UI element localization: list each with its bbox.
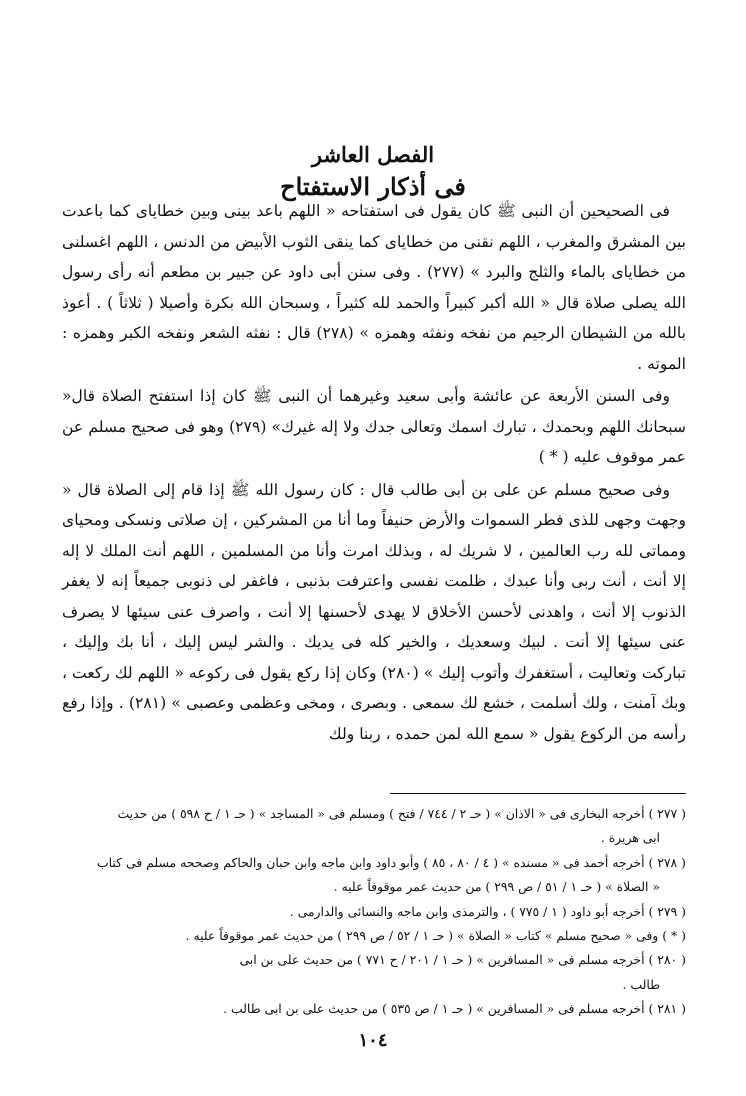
- paragraph-1: فى الصحيحين أن النبى ﷺ كان يقول فى استفتاحه « اللهم باعد بينى وبين خطاياى كما باعدت بين المشرق والمغرب ، اللهم نقنى من خطاياى كما ينقى الثوب الأبيض من الدنس ، اللهم اغسلنى من خطاياى بالماء والثلج والبرد » (٢٧٧) . وفى سنن أبى داود عن جبير بن مطعم أنه رأى رسول الله يصلى صلاة قال « الله أكبر كبيراً والحمد لله كثيراً ، وسبحان الله بكرة وأصيلا ( ثلاثاً ) . أعوذ بالله من الشيطان الرجيم من نفخه ونفثه وهمزه » (٢٧٨) قال : نفثه الشعر ونفخه الكبر وهمزه : الموته .: [62, 202, 686, 373]
- chapter-heading: [0, 140, 746, 204]
- footnote-continuation: ابى هريرة .: [600, 830, 660, 846]
- footnote: ( ٢٧٩ ) أخرجه أبو داود ( ١ / ٧٧٥ ) ، والترمذى وابن ماجه والنسائى والدارمى .: [289, 903, 686, 919]
- paragraph-3: وفى صحيح مسلم عن على بن أبى طالب قال : كان رسول الله ﷺ إذا قام إلى الصلاة قال « وجهت وجهى للذى فطر السموات والأرض حنيفاً وما أنا من المشركين ، إن صلاتى ونسكى ومحياى ومماتى لله رب العالمين ، لا شريك له ، وبذلك امرت وأنا من المسلمين ، اللهم أنت الملك لا إله إلا أنت ، أنت ربى وأنا عبدك ، ظلمت نفسى واعترفت بذنبى ، فاغفر لى ذنوبى جميعاً إنه لا يغفر الذنوب إلا أنت ، واهدنى لأحسن الأخلاق لا يهدى لأحسنها إلا أنت ، واصرف عنى سيئها لا يصرف عنى سيئها إلا أنت . لبيك وسعديك ، والخير كله فى يديك . والشر ليس إليك ، أنا بك وإليك ، تباركت وتعاليت ، أستغفرك وأتوب إليك » (٢٨٠) وكان إذا ركع يقول فى ركوعه « اللهم لك ركعت ، وبك آمنت ، ولك أسلمت ، خشع لك سمعى . وبصرى ، ومخى وعظمى وعصبى » (٢٨١) . وإذا رفع رأسه من الركوع يقول « سمع الله لمن حمده ، ربنا ولك: [62, 480, 686, 743]
- body-text: [62, 196, 686, 749]
- footnote: ( ٢٧٨ ) أخرجه أحمد فى « مسنده » ( ٤ / ٨٠ ، ٨٥ ) وأبو داود وابن ماجه وابن حبان والحاكم وصححه مسلم فى كتاب « الصلاة » ( حـ ١ / ٥١ / ص ٢٩٩ ) من حديث عمر موقوفاً عليه .: [62, 851, 686, 900]
- footnote-continuation: طالب .: [622, 976, 660, 992]
- footnote: ( ٢٧٧ ) أخرجه البخارى فى « الاذان » ( حـ ٢ / ٧٤٤ / فتح ) ومسلم فى « المساجد » ( حـ ١ / ح ٥٩٨ ) من حديث ابى هريرة .: [62, 802, 686, 851]
- paragraph-2: وفى السنن الأربعة عن عائشة وأبى سعيد وغيرهما أن النبى ﷺ كان إذا استفتح الصلاة قال« سبحانك اللهم وبحمدك ، تبارك اسمك وتعالى جدك ولا إله غيرك» (٢٧٩) وهو فى صحيح مسلم عن عمر موقوف عليه ( * ): [62, 387, 687, 466]
- footnote-text: أخرجه مسلم فى « المسافرين » ( حـ ١ / ص ٥٣٥ ) من حديث على بن ابى طالب .: [223, 1001, 645, 1017]
- footnote-text: أخرجه أبو داود ( ١ / ٧٧٥ ) ، والترمذى وابن ماجه والنسائى والدارمى .: [289, 903, 645, 919]
- footnote: ( ٢٨٠ ) أخرجه مسلم فى « المسافرين » ( حـ ١ / ٢٠١ / ح ٧٧١ ) من حديث على بن ابى طالب .: [62, 948, 686, 997]
- footnote-number: ٢٧٩: [657, 903, 678, 919]
- footnote-number: ٢٧٧: [657, 806, 678, 821]
- footnote-number: ٢٨٠: [657, 952, 678, 968]
- footnote-number: *: [671, 928, 678, 944]
- footnote-number: ٢٧٨: [657, 854, 678, 870]
- footnote-text: أخرجه البخارى فى « الاذان » ( حـ ٢ / ٧٤٤ / فتح ) ومسلم فى « المساجد » ( حـ ١ / ح ٥٩٨ ) من حديث: [117, 806, 645, 821]
- footnote: ( * ) وفى « صحيح مسلم » كتاب « الصلاة » ( حـ ١ / ٥٢ / ص ٢٩٩ ) من حديث عمر موقوفاً عليه .: [185, 928, 686, 944]
- footnote-text: أخرجه مسلم فى « المسافرين » ( حـ ١ / ٢٠١ / ح ٧٧١ ) من حديث على بن ابى: [239, 952, 645, 968]
- footnote-number: ٢٨١: [657, 1001, 678, 1017]
- footnote-text: وفى « صحيح مسلم » كتاب « الصلاة » ( حـ ١ / ٥٢ / ص ٢٩٩ ) من حديث عمر موقوفاً عليه .: [185, 928, 659, 944]
- footnote-divider: [390, 793, 686, 794]
- footnote: ( ٢٨١ ) أخرجه مسلم فى « المسافرين » ( حـ ١ / ص ٥٣٥ ) من حديث على بن ابى طالب .: [223, 1001, 686, 1017]
- page-number: ١٠٤: [358, 1030, 388, 1051]
- chapter-subtitle: فى أذكار الاستفتاح: [280, 172, 466, 201]
- footnote-continuation: « الصلاة » ( حـ ١ / ٥١ / ص ٢٩٩ ) من حديث عمر موقوفاً عليه .: [333, 879, 660, 895]
- footnotes: [62, 802, 686, 1022]
- chapter-title: الفصل العاشر: [311, 142, 435, 167]
- footnote-text: أخرجه أحمد فى « مسنده » ( ٤ / ٨٠ ، ٨٥ ) وأبو داود وابن ماجه وابن حبان والحاكم وصححه مسلم فى كتاب: [96, 854, 645, 870]
